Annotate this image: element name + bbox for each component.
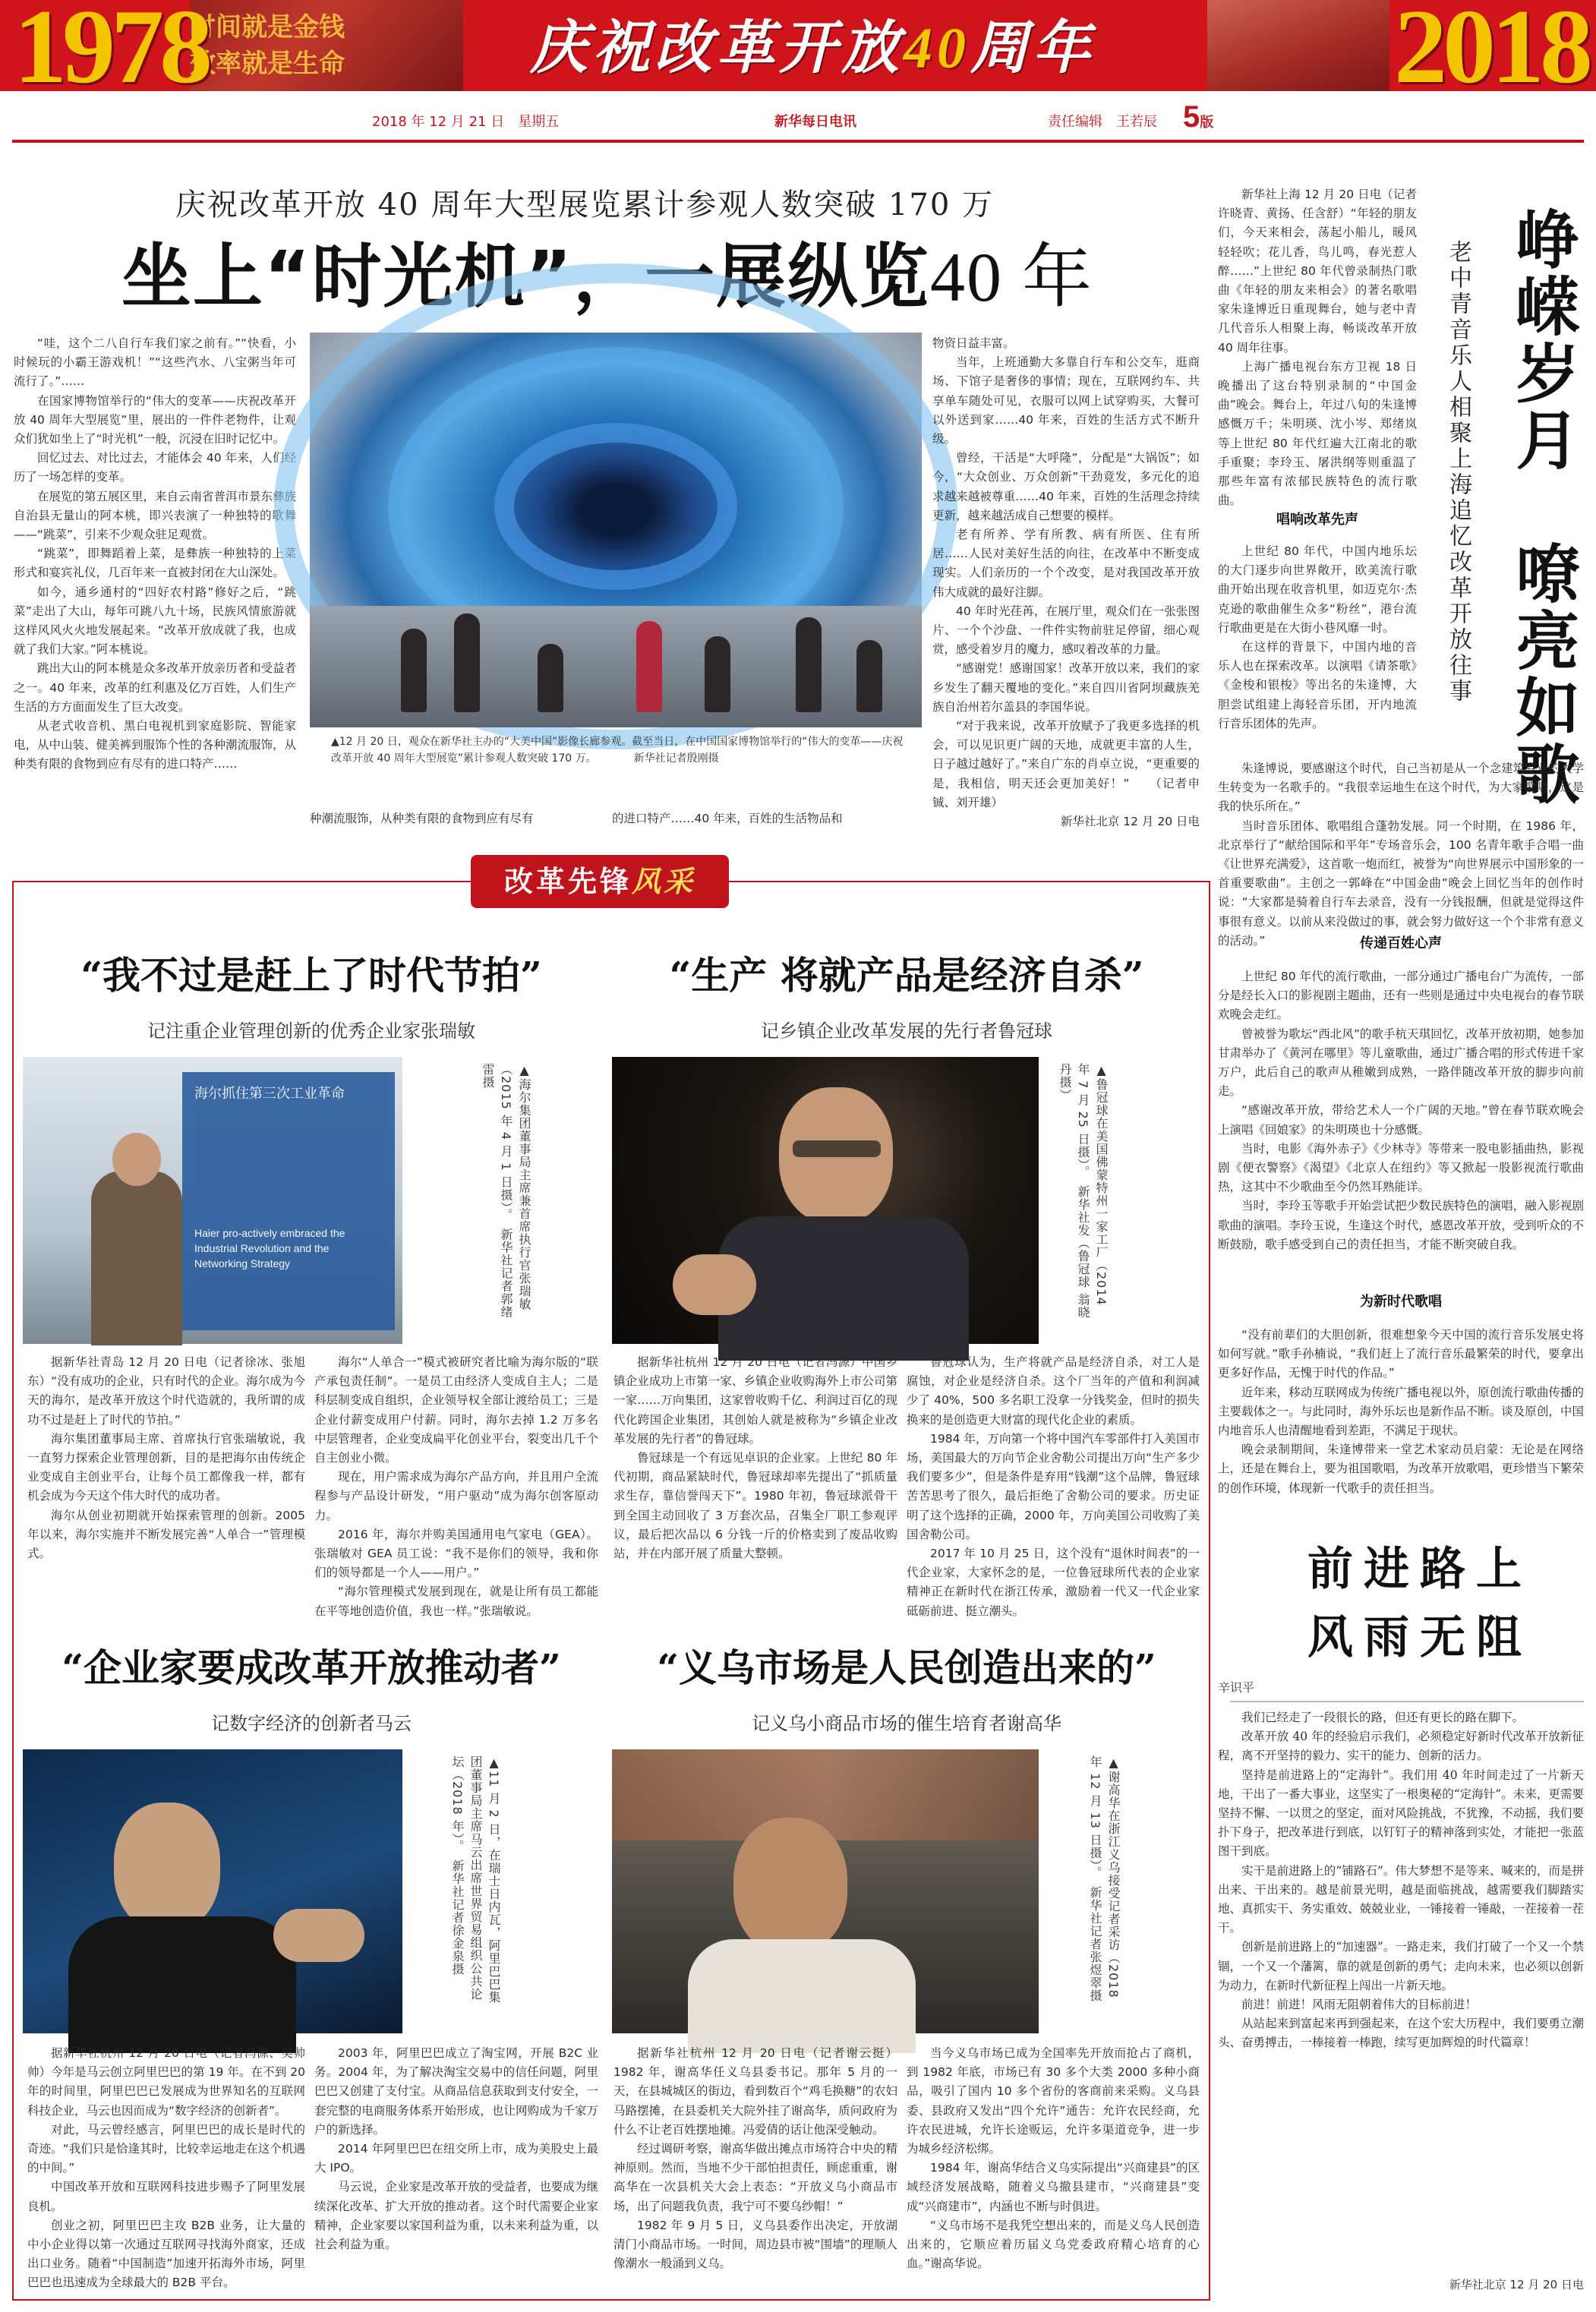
s3-c3: 中国改革开放和互联网科技进步赐予了阿里发展良机。 — [27, 2180, 305, 2213]
s3-person-hand — [273, 1909, 364, 1962]
dateline-bar — [0, 100, 1596, 137]
masthead-year-left: 1978 — [14, 0, 208, 106]
music-p3: 上世纪 80 年代，中国内地乐坛的大门逐步向世界敞开，欧美流行歌曲开始出现在收音机里，如迈克尔·杰克逊的歌曲催生众多“粉丝”，港台流行歌曲更是在大街小巷风靡一时。 — [1218, 544, 1417, 635]
hero-photo-caption: ▲12 月 20 日，观众在新华社主办的“大美中国”影像长廊参观。截至当日，在中国国家博物馆举行的“伟大的变革——庆祝改革开放 40 周年大型展览”累计参观人数突破 170 万。 新华社记者殷刚摄 — [331, 736, 904, 765]
music-p2: 上海广播电视台东方卫视 18 日晚播出了这台特别录制的“中国金曲”晚会。舞台上，年过八旬的朱逢博感慨万千；朱明瑛、沈小岑、郑绪岚等上世纪 80 年代红遍大江南北的歌手重聚；李玲玉、屠洪纲等则重温了那些年富有浓郁民族特色的流行歌曲。 — [1218, 359, 1417, 508]
music-p7: 上世纪 80 年代的流行歌曲，一部分通过广播电台广为流传，一部分是经长入口的影视剧主题曲，还有一些则是通过中央电视台的春节联欢晚会走红。 — [1218, 970, 1584, 1022]
issue-date: 2018 年 12 月 21 日 星期五 — [372, 114, 560, 130]
lead-column-1-tail — [14, 812, 296, 832]
lead-c2-sign: 新华社北京 12 月 20 日电 — [1060, 815, 1200, 829]
masthead-slogan-2: 效率就是生命 — [190, 49, 345, 79]
lead-c1-p2: 在国家博物馆举行的“伟大的变革——庆祝改革开放 40 周年大型展览”里，展出的一件件老物件，让观众们犹如坐上了“时光机”一般，沉浸在旧时记忆中。 — [14, 393, 296, 446]
s3-column-2 — [314, 2044, 598, 2287]
music-vertical-subtitle: 老中青音乐人相聚上海追忆改革开放往事 — [1445, 240, 1471, 705]
s4-quote-headline: “义乌市场是人民创造出来的” — [657, 1645, 1156, 1690]
s2-c4: 1984 年，万向第一个将中国汽车零部件打入美国市场，美国最大的万向节企业舍勒公司提出万向“生产多少我们要多少”，但是条件是弃用“钱潮”这个品牌，鲁冠球苦苦思考了很久，最后拒绝了舍勒公司的要求。历史证明了这个选择的正确，2000 年，万向美国公司收购了美国舍勒公司。 — [907, 1431, 1200, 1541]
masthead-title-suffix: 周年 — [970, 14, 1095, 81]
s3-person-head — [114, 1803, 220, 1932]
music-p4: 在这样的背景下，中国内地的音乐人也在探索改革。以演唱《请茶歌》《金梭和银梭》等出名的朱逢博，大胆尝试组建上海轻音乐团，开内地流行音乐团体的先声。 — [1218, 640, 1417, 730]
page-number-suffix: 版 — [1200, 115, 1214, 130]
s3-c4: 创业之初，阿里巴巴主攻 B2B 业务，让大量的中小企业得以第一次通过互联网寻找海外商家，还成出口业务。随着“中国制造”加速开拓海外市场，阿里巴巴也迅速成为全球最大的 B2B 平台。 — [27, 2218, 305, 2290]
s4-c5: 1984 年，谢高华结合义乌实际提出“兴商建县”的区域经济发展战略，随着义乌撤县建市，“兴商建县”变成“兴商建市”，内涵也不断与时俱进。 — [907, 2161, 1200, 2213]
s3-c2: 对此，马云曾经感言，阿里巴巴的成长是时代的奇迹。“我们只是恰逢其时，比较幸运地走在这个机遇的中间。” — [27, 2122, 305, 2175]
commentary-p5: 创新是前进路上的“加速器”。一路走来，我们打破了一个又一个禁锢，一个又一个藩篱，靠的就是创新的勇气；走向未来，也必须以创新为动力，在新时代新征程上闯出一片新天地。 — [1218, 1940, 1584, 1992]
lead-c2-p6: “感谢党！感谢国家！改革开放以来，我们的家乡发生了翻天覆地的变化。”来自四川省阿坝藏族羌族自治州若尔盖县的李国华说。 — [932, 661, 1200, 714]
commentary-title-line-1: 前进路上 — [1307, 1543, 1532, 1596]
visitor-figure — [796, 617, 822, 712]
s2-person-glasses — [793, 1140, 881, 1157]
lead-kicker: 庆祝改革开放 40 周年大型展览累计参观人数突破 170 万 — [175, 188, 995, 222]
s4-photo-caption: ▲谢高华在浙江义乌接受记者采访（2018 年 12 月 13 日摄）。 新华社记者张煜翠摄 — [1088, 1755, 1121, 2003]
music-intro-column — [1218, 185, 1417, 508]
masthead-slogan-1: 时间就是金钱 — [190, 12, 345, 43]
commentary-p2: 改革开放 40 年的经验启示我们，必须稳定好新时代改革开放新征程，离不开坚持的毅力、实干的能力、创新的活力。 — [1218, 1730, 1584, 1763]
s2-c2: 鲁冠球是一个有远见卓识的企业家。上世纪 80 年代初期，商品紧缺时代，鲁冠球却率先提出了“抓质量求生存，靠信誉闯天下”。1980 年初，鲁冠球派骨干到全国主动回收了 3 万套次品，召集全厂职工参观评议，最后把次品以 6 分钱一斤的价格卖到了废品收购站，并在内部开展了质量大整顿。 — [613, 1451, 897, 1561]
commentary-title — [1260, 1535, 1579, 1672]
commentary-sign: 新华社北京 12 月 20 日电 — [1449, 2278, 1584, 2291]
editor-credit: 责任编辑 王若辰 — [1048, 114, 1157, 130]
lead-c1-p5: “跳菜”，即舞蹈着上菜，是彝族一种独特的上菜形式和宴宾礼仪，几百年来一直被封闭在大山深处。 — [14, 547, 296, 580]
s4-person-shirt — [688, 1939, 916, 2053]
s1-c6: 2016 年，海尔并购美国通用电气家电（GEA）。张瑞敏对 GEA 员工说：“我不是你们的领导，我和你们的领导都是一个人——用户。” — [314, 1527, 598, 1580]
music-p14: 晚会录制期间，朱逢博带来一堂艺术家动员启蒙：无论是在网络上，还是在舞台上，要为祖国歌唱，为改革开放歌唱，更珍惜当下繁荣的创作环境，体现新一代歌手的责任担当。 — [1218, 1443, 1584, 1495]
s3-c6: 2014 年阿里巴巴在纽交所上市，成为美股史上最大 IPO。 — [314, 2142, 598, 2175]
s4-person-head — [733, 1818, 847, 1954]
commentary-p4: 实干是前进路上的“铺路石”。伟大梦想不是等来、喊来的，而是拼出来、干出来的。越是前景光明，越是面临挑战，越需要我们脚踏实地、真抓实干、务实重效、兢兢业业，一锤接着一锤敲，一茬接着一茬干。 — [1218, 1863, 1584, 1935]
commentary-p7: 从站起来到富起来再到强起来，在这个宏大历程中，我们要勇立潮头、奋勇搏击，一棒接着一棒跑，续写更加辉煌的时代篇章！ — [1218, 2017, 1584, 2050]
s3-photo-caption: ▲11 月 2 日，在瑞士日内瓦，阿里巴巴集团董事局主席马云出席世界贸易组织公共论坛（2018 年）。 新华社记者徐金泉摄 — [450, 1755, 501, 2004]
lead-column-1 — [14, 334, 297, 771]
commentary-byline: 辛识平 — [1218, 1680, 1255, 1695]
lead-c2-p7: “对于我来说，改革开放赋予了我更多选择的机会，可以见识更广阔的天地，成就更丰富的人生，日子越过越好了。”来自广东的肖卓立说，“更重要的是，我相信，明天还会更加美好！” （记者申铖、刘开雄） — [932, 719, 1200, 809]
s1-quote-headline: “我不过是赶上了时代节拍” — [80, 953, 542, 998]
visitor-figure — [705, 636, 730, 712]
music-p13: 近年来，移动互联网成为传统广播电视以外，原创流行歌曲传播的主要载体之一。与此同时，海外乐坛也是新作品不断。谈及原创，中国内地音乐人也清醒地看到差距，不满足于现状。 — [1218, 1385, 1584, 1438]
s3-c7: 马云说，企业家是改革开放的受益者，也要成为继续深化改革、扩大开放的推动者。这个时代需要企业家精神，企业家要以家国利益为重，以未来利益为重，以社会利益为重。 — [314, 2180, 598, 2252]
commentary-p3: 坚持是前进路上的“定海针”。我们用 40 年时间走过了一片新天地，干出了一番大事业，这坚实了一根奥秘的“定海针”。未来，更需要坚持不懈、一以贯之的坚定，面对风险挑战，不犹豫，不动摇，我们要扑下身子，把改革进行到底，以钉钉子的精神落到实处，才能把一张蓝图干到底。 — [1218, 1768, 1584, 1859]
s1-subhead: 记注重企业管理创新的优秀企业家张瑞敏 — [147, 1020, 475, 1042]
s1-person-figure — [91, 1171, 182, 1345]
s4-column-1 — [613, 2044, 897, 2287]
masthead-title-prefix: 庆祝改革开放 — [530, 14, 904, 81]
music-vertical-title: 峥嵘岁月 嘹亮如歌 — [1506, 207, 1580, 808]
s1-c1: 据新华社青岛 12 月 20 日电（记者徐冰、张旭东）“没有成功的企业，只有时代的企业。海尔成为今天的海尔，是改革开放这个时代造就的，我所谓的成功不过是赶上了时代的节拍。” — [27, 1355, 305, 1427]
s1-board-line-cn: 海尔抓住第三次工业革命 — [194, 1086, 345, 1102]
paper-name: 新华每日电讯 — [774, 114, 856, 130]
s4-photo-background-wall — [612, 1749, 1039, 1840]
s1-photo-zhang-ruimin — [23, 1057, 402, 1344]
lead-c1-p4: 在展览的第五展区里，来自云南省普洱市景东彝族自治县无量山的阿本桃，即兴表演了一种独特的歌舞——“跳菜”，引来不少观众驻足观赏。 — [14, 489, 297, 542]
lead-c2-p4: 老有所养、学有所教、病有所医、住有所居……人民对美好生活的向往，在改革中不断变成现实。人们亲历的一个个改变，是对我国改革开放伟大成就的最好注脚。 — [932, 528, 1200, 599]
s2-photo-caption: ▲鲁冠球在美国佛蒙特州一家工厂（2014 年 7 月 25 日摄）。 新华社发（鲁冠球 翁晓丹摄） — [1058, 1063, 1109, 1319]
s1-c5: 现在，用户需求成为海尔产品方向，并且用户全流程参与产品设计研发，“用户驱动”成为海尔创客原动力。 — [314, 1470, 598, 1522]
music-p10: 当时，电影《海外赤子》《少林寺》等带来一股电影插曲热，影视剧《便衣警察》《渴望》《北京人在纽约》等又掀起一股影视流行歌曲热，这其中不少歌曲至今仍然耳熟能详。 — [1218, 1141, 1584, 1194]
s4-column-2 — [907, 2044, 1200, 2287]
visitor-figure — [454, 613, 480, 712]
music-p11: 当时，李玲玉等歌手开始尝试把少数民族特色的演唱，融入影视剧歌曲的演唱。李玲玉说，生逢这个时代，感恩改革开放，受到听众的不断鼓励，歌手感受到自己的责任担当，才能不断突破自我。 — [1218, 1199, 1584, 1251]
lead-c1-p1: “哇，这个二八自行车我们家之前有。”“快看，小时候玩的小霸王游戏机！”“这些汽水、八宝粥当年可流行了。”…… — [14, 336, 296, 389]
masthead-title-num: 40 — [904, 17, 970, 80]
music-subhead-1: 唱响改革先声 — [1276, 512, 1358, 528]
commentary-p1: 我们已经走了一段很长的路，但还有更长的路在脚下。 — [1241, 1711, 1525, 1724]
s3-quote-headline: “企业家要成改革开放推动者” — [62, 1645, 561, 1690]
pioneers-label-a: 改革先锋 — [503, 864, 632, 898]
lead-c1-p8: 从老式收音机、黑白电视机到家庭影院、智能家电，从中山装、健美裤到服饰个性的各种潮流服饰，从种类有限的食物到应有尽有的进口特产…… — [14, 719, 297, 771]
s3-subhead: 记数字经济的创新者马云 — [211, 1713, 412, 1734]
s3-c5: 2003 年，阿里巴巴成立了淘宝网，开展 B2C 业务。2004 年，为了解决淘宝交易中的信任问题，阿里巴巴又创建了支付宝。从商品信息获取到支付安全，一套完整的电商服务体系开始形成，也让网购成为千家万户的新选择。 — [314, 2046, 598, 2137]
s1-board-line-en: Haier pro-actively embraced the Industrial Revolution and the Networking Strategy — [194, 1227, 345, 1270]
tunnel-arch-inner — [494, 423, 737, 590]
lead-c2-p2: 当年，上班通勤大多靠自行车和公交车，逛商场、下馆子是奢侈的事情；现在，互联网约车、共享单车随处可见，衣服可以网上试穿购买，大餐可以外送到家……40 年来，百姓的生活方式不断升级。 — [932, 355, 1200, 446]
masthead-photo-right — [1207, 0, 1389, 91]
lead-tail-a: 种潮流服饰，从种类有限的食物到应有尽有 — [310, 812, 534, 825]
lead-tail-b: 的进口特产……40 年来，百姓的生活物品和 — [612, 812, 843, 825]
lead-column-2 — [932, 334, 1200, 835]
s3-person-suit — [68, 1916, 296, 2053]
s1-photo-display-board — [182, 1072, 395, 1330]
s4-c4: 当今义乌市场已成为全国率先开放而抢占了商机，到 1982 年底，市场已有 30 多个大类 2000 多种小商品，吸引了国内 10 多个省份的客商前来采购。义乌县委、县政府又发出“四个允许”通告：允许农民经商，允许农民进城，允许长途贩运，允许多渠道竞争，进一步为城乡经济松绑。 — [907, 2046, 1200, 2156]
s2-subhead: 记乡镇企业改革发展的先行者鲁冠球 — [761, 1020, 1052, 1042]
pioneers-label-b: 风采 — [632, 864, 696, 898]
commentary-body — [1218, 1708, 1584, 2270]
s4-c1: 据新华社杭州 12 月 20 日电（记者谢云挺）1982 年，谢高华任义乌县委书记。那年 5 月的一天，在县城城区的街边，看到数百个“鸡毛换糖”的农妇马路摆摊，在县委机关大院外挂了谢高华，质问政府为什么不让老百姓摆地摊。冯爱倩的话让他深受触动。 — [613, 2046, 897, 2137]
s2-person-hand — [673, 1254, 756, 1315]
visitor-figure — [401, 629, 427, 712]
masthead-year-right: 2018 — [1394, 0, 1588, 106]
s4-c2: 经过调研考察，谢高华做出摊点市场符合中央的精神原则。然而，当地不少干部怕担责任，顾虑重重，谢高华在一次县机关大会上表态：“开放义乌小商品市场，出了问题我负责，我宁可不要乌纱帽！” — [613, 2142, 897, 2213]
pioneers-panel-label — [471, 855, 729, 908]
s4-subhead: 记义乌小商品市场的催生培育者谢高华 — [752, 1713, 1061, 1734]
s3-photo-jack-ma — [23, 1749, 402, 2033]
music-subhead-2: 传递百姓心声 — [1360, 935, 1442, 951]
music-column-4 — [1218, 1326, 1584, 1516]
visitor-figure — [856, 640, 882, 712]
s2-c1: 据新华社杭州 12 月 20 日电（记者冯源）中国乡镇企业成功上市第一家、乡镇企业收购海外上市公司第一家……万向集团，这家曾收购千亿、利润过百亿的现代化跨国企业集团，其创始人就是被称为“乡镇企业改革发展的先行者”的鲁冠球。 — [613, 1355, 897, 1446]
masthead-rule — [12, 140, 1584, 143]
lead-c1-p6: 如今，通乡通村的“四好农村路”修好之后，“跳菜”走出了大山，每年可跳八九十场，民族风情旅游就这样风风火火地发展起来。“改革开放成就了我，也成就了我们大家。”阿本桃说。 — [14, 585, 296, 657]
s4-c3: 1982 年 9 月 5 日，义乌县委作出决定，开放湖清门小商品市场。一时间，周边县市被“围墙”的理顺人像潮水一般涌到义乌。 — [613, 2218, 897, 2271]
s2-photo-lu-guanqiu — [612, 1057, 1039, 1344]
s1-person-head — [112, 1133, 161, 1186]
music-column-3 — [1218, 967, 1584, 1279]
music-column-2a — [1218, 542, 1417, 755]
music-p9: “感谢改革开放，带给艺术人一个广阔的天地。”曾在春节联欢晚会上演唱《回娘家》的朱明瑛也十分感慨。 — [1218, 1103, 1584, 1137]
commentary-p6: 前进！前进！风雨无阻朝着伟大的目标前进！ — [1241, 1998, 1478, 2012]
music-p5: 朱逢博说，要感谢这个时代，自己当初是从一个念建筑专业的大学生转变为一名歌手的。“我很幸运地生在这个时代，为大家歌唱，这是我的快乐所在。” — [1218, 762, 1584, 814]
lead-c1-p7: 跳出大山的阿本桃是众多改革开放亲历者和受益者之一。40 年来，改革的红利惠及亿万百姓，人们生产生活的方方面面发生了巨大改变。 — [14, 661, 297, 714]
music-subhead-3: 为新时代歌唱 — [1360, 1294, 1442, 1310]
page-number — [1183, 100, 1213, 134]
music-p1: 新华社上海 12 月 20 日电（记者许晓青、黄扬、任含舒）“年轻的朋友们，今天来相会，荡起小船儿，暖风轻轻吹；花儿香，鸟儿鸣，春光惹人醉……”上世纪 80 年代曾录制热门歌曲《年轻的朋友来相会》的著名歌唱家朱逢博近日重现舞台，她与老中青几代音乐人相聚上海，畅谈改革开放 40 周年往事。 — [1218, 188, 1417, 355]
s3-c1: 据新华社杭州 12 月 20 日电（记者冯源、吴帅帅）今年是马云创立阿里巴巴的第 19 年。在不到 20 年的时间里，阿里巴巴已发展成为世界知名的互联网科技企业，马云也因而成为“数字经济的创新者”。 — [27, 2046, 305, 2118]
masthead-title — [486, 14, 1139, 83]
s2-c5: 2017 年 10 月 25 日，这个没有“退休时间表”的一代企业家，大家怀念的是，一位鲁冠球所代表的企业家精神正在新时代在浙江传承，激励着一代又一代企业家砥砺前进、挺立潮头。 — [907, 1547, 1200, 1618]
visitor-figure — [636, 621, 662, 712]
s1-c2: 海尔集团董事局主席、首席执行官张瑞敏说，我一直努力探索企业管理创新，目的是把海尔由传统企业变成自主创业平台，让每个员工都像我一样，都有机会成为今天这个伟大时代的成功者。 — [27, 1431, 305, 1503]
lead-c2-p5: 40 年时光荏苒，在展厅里，观众们在一张张图片、一个个沙盘、一件件实物前驻足停留，细心观赏，感受着岁月的魔力，感叹着改革的力量。 — [932, 604, 1200, 657]
s4-photo-xie-gaohua — [612, 1749, 1039, 2033]
commentary-title-line-2: 风雨无阻 — [1307, 1611, 1532, 1664]
lead-c1-p3: 回忆过去、对比过去，才能体会 40 年来，人们经历了一场怎样的变革。 — [14, 451, 296, 484]
lead-headline-main: 坐上“时光机”，一展纵览 — [121, 236, 930, 317]
hero-photo-exhibition-tunnel — [310, 333, 922, 727]
masthead-banner — [0, 0, 1596, 106]
s1-c4: 海尔“人单合一”模式被研究者比喻为海尔版的“联产承包责任制”。一是员工由经济人变成自主人；二是科层制变成自组织，企业领导权全部让渡给员工；三是企业付薪变成用户付薪。同时，海尔去掉 1.2 万多名中层管理者，企业变成扁平化创业平台，裂变出几千个自主创业小微。 — [314, 1355, 598, 1465]
music-p12: “没有前辈们的大胆创新，很难想象今天中国的流行音乐发展史将如何写就。”歌手孙楠说，“我们赶上了流行音乐最繁荣的时代，要拿出更多好作品，无愧于时代的作品。” — [1218, 1328, 1584, 1380]
s4-c6: “义乌市场不是我凭空想出来的，而是义乌人民创造出来的，它顺应着历届义乌党委政府精心培育的心血。”谢高华说。 — [907, 2218, 1200, 2271]
music-p8: 曾被誉为歌坛“西北风”的歌手杭天琪回忆，改革开放初期，她参加甘肃举办了《黄河在哪里》等儿童歌曲，通过广播合唱的形式传进千家万户，此后自己的歌声从稚嫩到成熟，一路伴随改革开放的脚步向前走。 — [1218, 1027, 1584, 1099]
s2-c3: 鲁冠球认为，生产将就产品是经济自杀，对工人是腐蚀，对企业是经济自杀。这个厂当年的产值和利润减少了 40%，500 多名职工没拿一分钱奖金，但时的损失换来的是创造更大财富的现代化企业的素质。 — [907, 1355, 1200, 1427]
visitor-figure — [538, 644, 563, 712]
s3-column-1 — [27, 2044, 305, 2290]
page-number-digit: 5 — [1183, 100, 1200, 134]
lead-headline-year: 40 年 — [929, 238, 1093, 316]
music-p6: 当时音乐团体、歌唱组合蓬勃发展。同一个时期，在 1986 年，北京举行了“献给国际和平年”专场音乐会，100 名青年歌手合唱一曲《让世界充满爱》，这首歌一炮而红，被誉为“向世界展示中国形象的一首重要歌曲”。主创之一郭峰在“中国金曲”晚会上回忆当年的创作时说：“大家都是骑着自行车去录音，没有一分钱报酬，但就是觉得这件事很有意义。以前从来没做过的事，就会努力做好这一个个非常有意义的活动。” — [1218, 819, 1584, 948]
lead-c2-p3: 曾经，干活是“大呼隆”，分配是“大锅饭”；如今，“大众创业、万众创新”干劲竟发，多元化的追求越来越被尊重……40 年来，百姓的生活理念持续更新，越来越活成自己想要的模样。 — [932, 451, 1200, 522]
s2-quote-headline: “生产 将就产品是经济自杀” — [669, 953, 1144, 998]
s1-c7: “海尔管理模式发展到现在，就是让所有员工都能在平等地创造价值，我也一样。”张瑞敏说。 — [314, 1585, 598, 1618]
s1-photo-caption: ▲海尔集团董事局主席兼首席执行官张瑞敏（2015 年 4 月 1 日摄）。 新华社记者郭绪雷摄 — [481, 1063, 531, 1319]
lead-c2-p1: 物资日益丰富。 — [932, 336, 1015, 350]
s1-c3: 海尔从创业初期就开始探索管理的创新。2005 年以来，海尔实施并不断发展完善“人单合一”管理模式。 — [27, 1508, 305, 1561]
